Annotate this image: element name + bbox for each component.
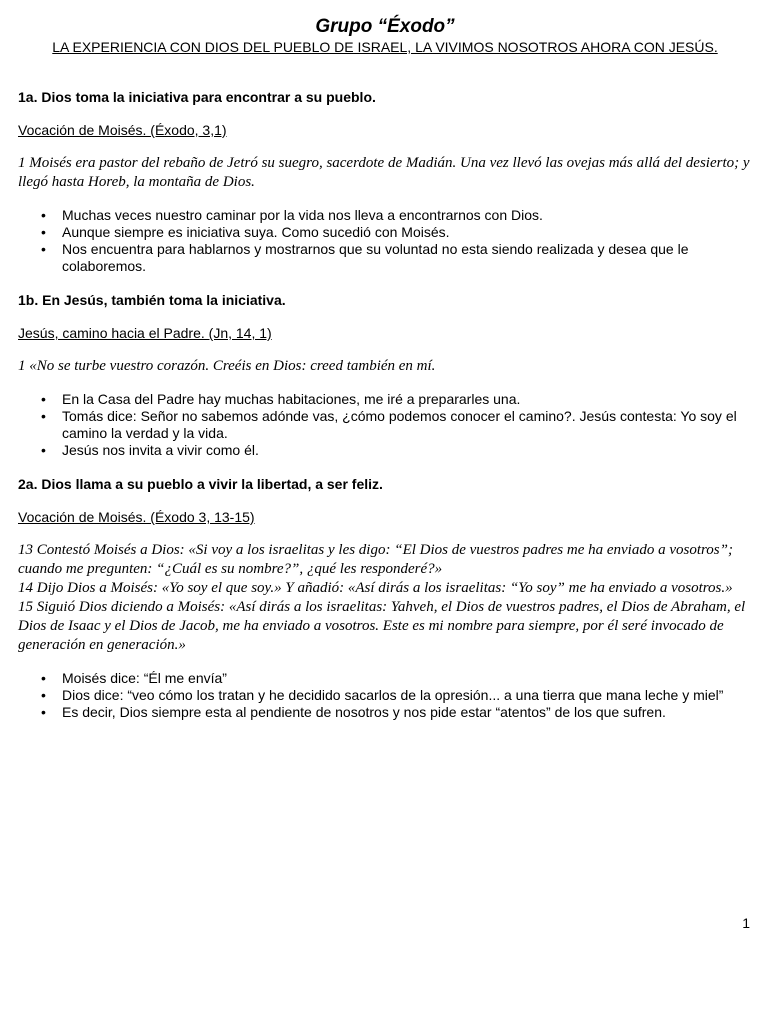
scripture-quote (18, 541, 752, 655)
section-1b (18, 291, 752, 459)
bullet-item: • Moisés dice: “Él me envía” (62, 670, 752, 687)
section-heading: 2a. Dios llama a su pueblo a vivir la libertad, a ser feliz. (18, 476, 383, 492)
scripture-quote (18, 357, 752, 376)
bullet-list (18, 391, 752, 459)
scripture-reference: Vocación de Moisés. (Éxodo 3, 13-15) (18, 509, 255, 525)
bullet-item: • Dios dice: “veo cómo los tratan y he decidido sacarlos de la opresión... a una tierra que mana leche y miel” (62, 687, 752, 704)
section-2a (18, 475, 752, 721)
quote-verse: 1 Moisés era pastor del rebaño de Jetró su suegro, sacerdote de Madián. Una vez llevó las ovejas más allá del desierto; y llegó hasta Horeb, la montaña de Dios. (18, 155, 750, 190)
bullet-list (18, 207, 752, 275)
bullet-item: • En la Casa del Padre hay muchas habitaciones, me iré a prepararles una. (62, 391, 752, 408)
bullet-item: • Tomás dice: Señor no sabemos adónde vas, ¿cómo podemos conocer el camino?. Jesús contesta: Yo soy el camino la verdad y la vida. (62, 408, 752, 442)
quote-verse: 13 Contestó Moisés a Dios: «Si voy a los israelitas y les digo: “El Dios de vuestros padres me ha enviado a vosotros”; cuando me pregunten: “¿Cuál es su nombre?”, ¿qué les responderé?» (18, 542, 733, 577)
scripture-reference: Vocación de Moisés. (Éxodo, 3,1) (18, 122, 227, 138)
quote-verse: 1 «No se turbe vuestro corazón. Creéis en Dios: creed también en mí. (18, 358, 436, 374)
document-subtitle: LA EXPERIENCIA CON DIOS DEL PUEBLO DE ISRAEL, LA VIVIMOS NOSOTROS AHORA CON JESÚS. (52, 39, 718, 55)
bullet-item: • Es decir, Dios siempre esta al pendiente de nosotros y nos pide estar “atentos” de los que sufren. (62, 704, 752, 721)
bullet-item: • Nos encuentra para hablarnos y mostrarnos que su voluntad no esta siendo realizada y desea que le colaboremos. (62, 241, 752, 275)
quote-verse: 15 Siguió Dios diciendo a Moisés: «Así dirás a los israelitas: Yahveh, el Dios de vuestros padres, el Dios de Abraham, el Dios de Isaac y el Dios de Jacob, me ha enviado a vosotros. Este es mi nombre para siempre, por él seré invocado de generación en generación.» (18, 599, 746, 653)
bullet-item: • Muchas veces nuestro caminar por la vida nos lleva a encontrarnos con Dios. (62, 207, 752, 224)
scripture-reference: Jesús, camino hacia el Padre. (Jn, 14, 1) (18, 325, 272, 341)
scripture-quote (18, 154, 752, 192)
quote-verse: 14 Dijo Dios a Moisés: «Yo soy el que soy.» Y añadió: «Así dirás a los israelitas: “Yo soy” me ha enviado a vosotros.» (18, 580, 733, 596)
section-1a (18, 88, 752, 275)
bullet-item: • Jesús nos invita a vivir como él. (62, 442, 752, 459)
bullet-list (18, 670, 752, 721)
document-page (18, 16, 752, 737)
bullet-item: • Aunque siempre es iniciativa suya. Como sucedió con Moisés. (62, 224, 752, 241)
page-number: 1 (742, 915, 750, 931)
document-title: Grupo “Éxodo” (315, 16, 455, 37)
section-heading: 1b. En Jesús, también toma la iniciativa. (18, 292, 286, 308)
section-heading: 1a. Dios toma la iniciativa para encontrar a su pueblo. (18, 89, 376, 105)
